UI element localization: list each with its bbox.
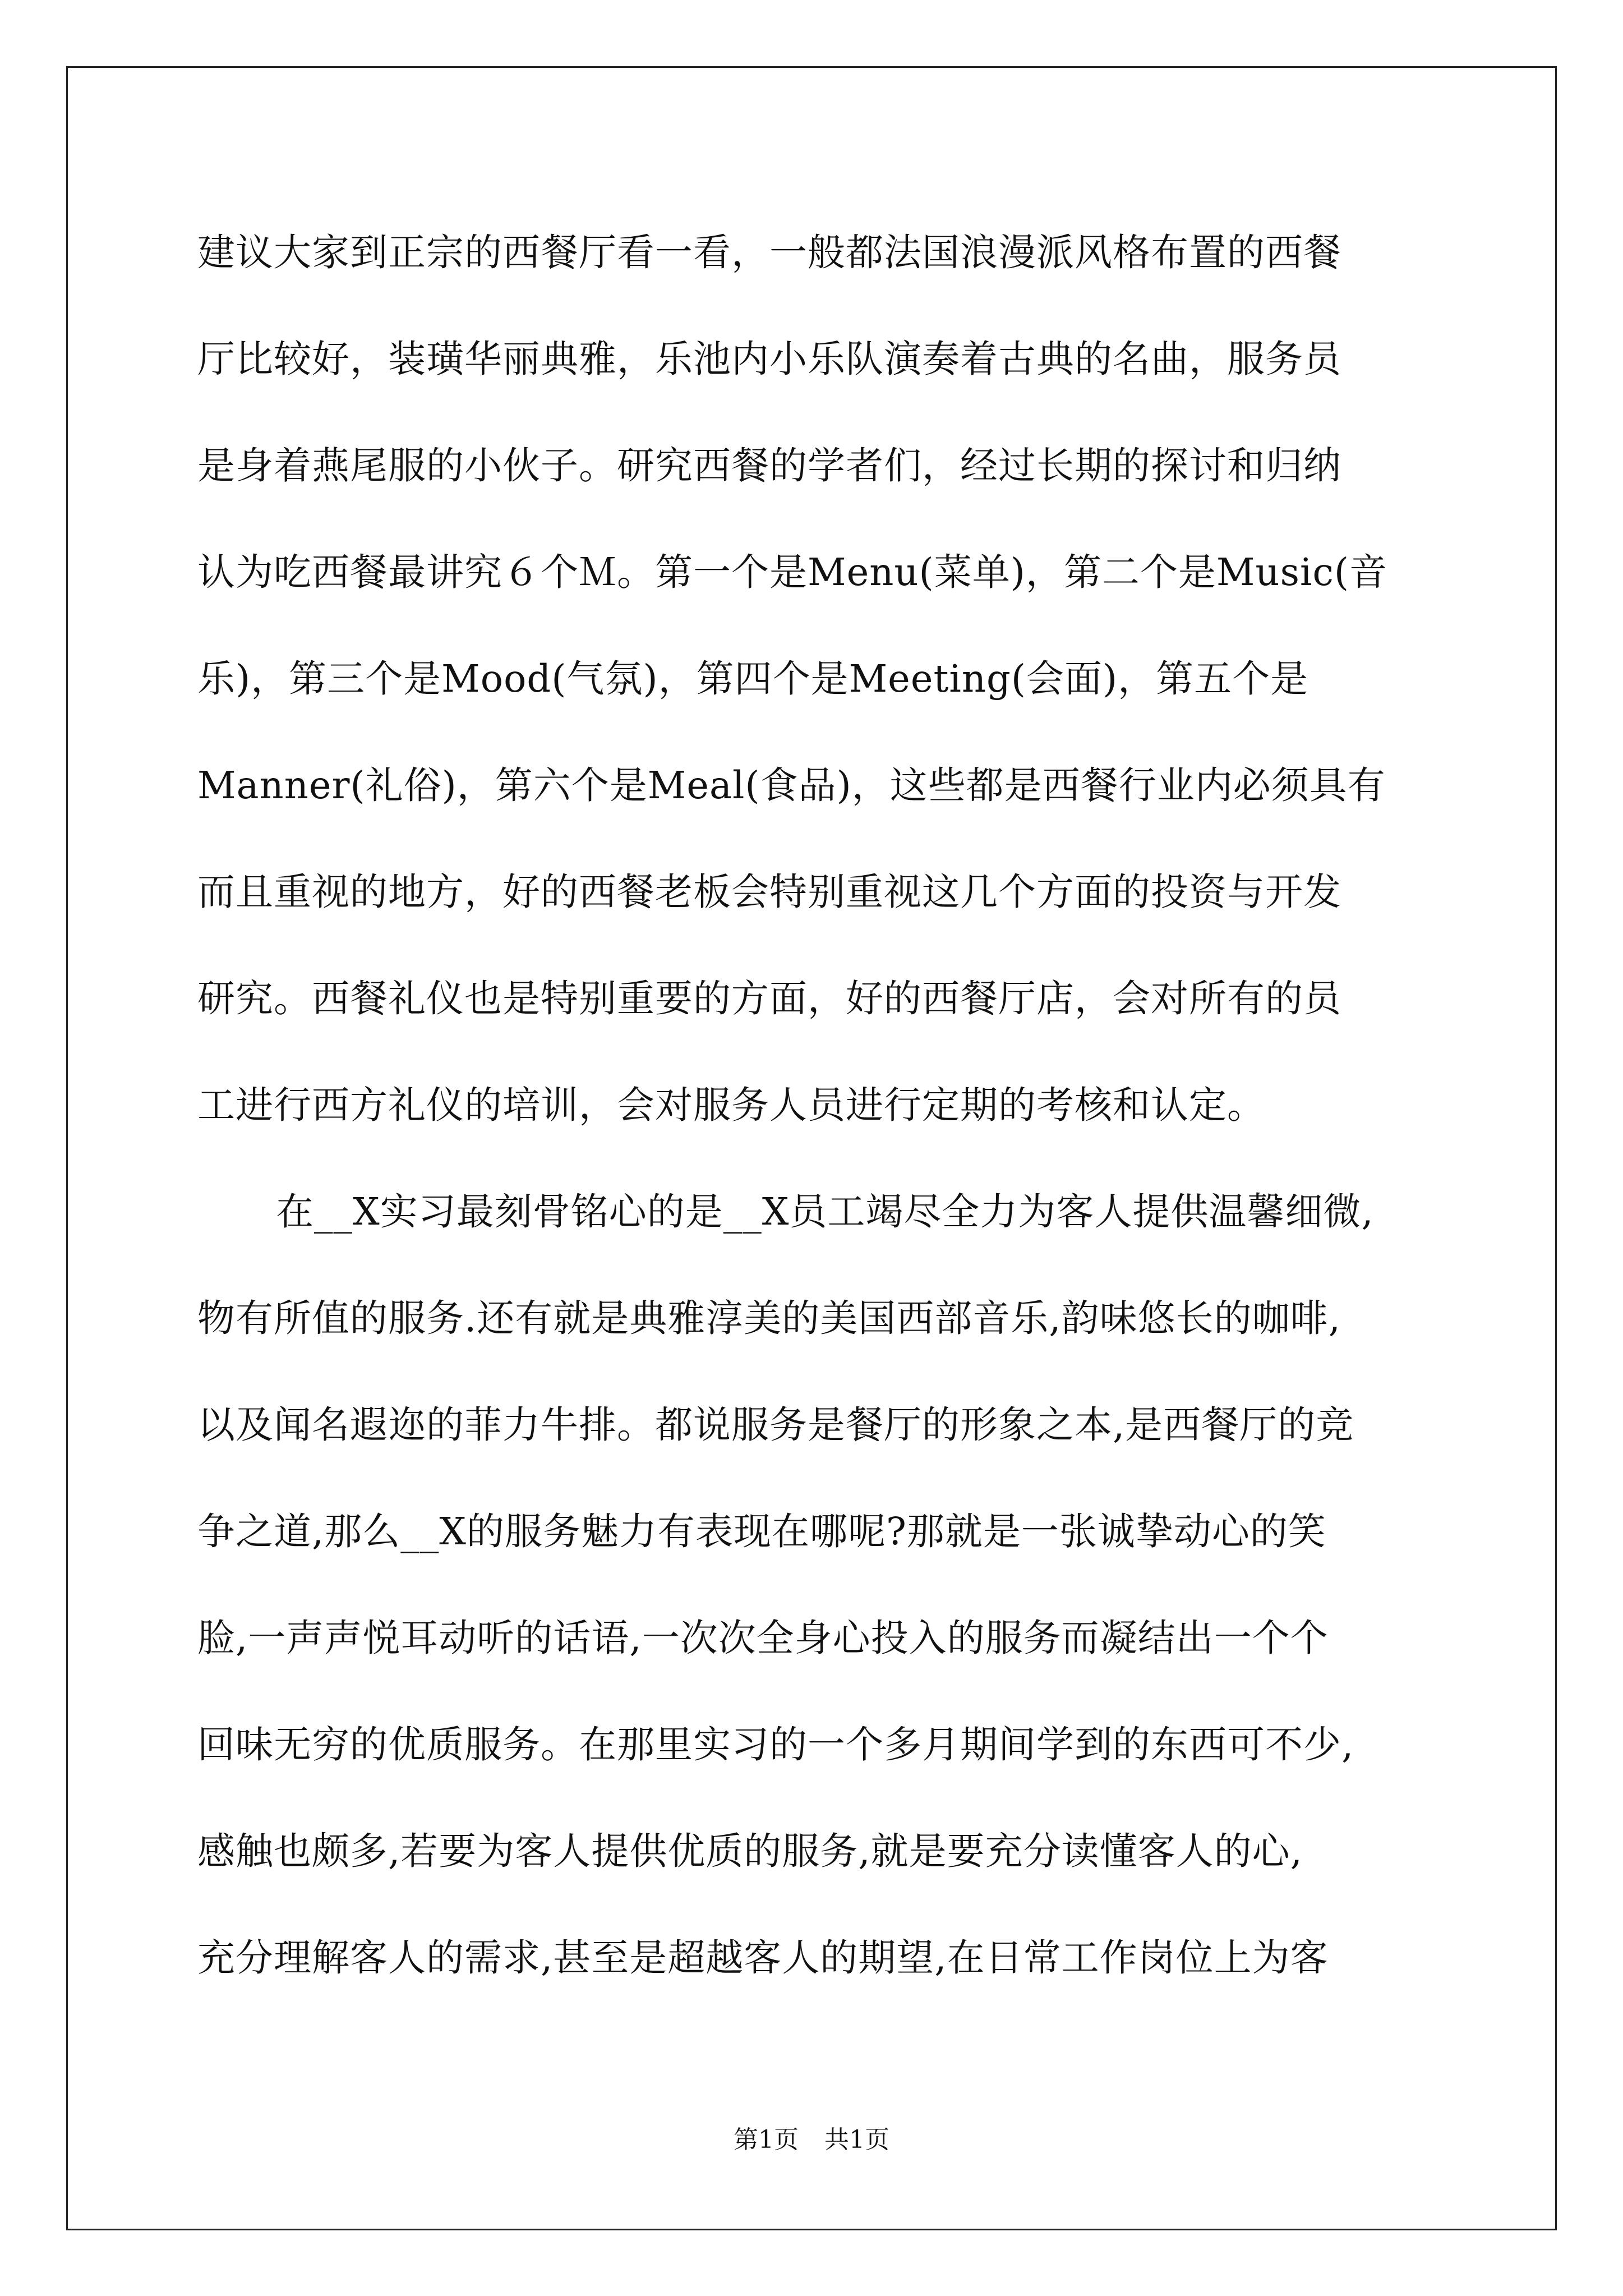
text-line: 乐)，第三个是Mood(气氛)，第四个是Meeting(会面)，第五个是 [197, 657, 1309, 701]
document-body [197, 208, 1431, 2019]
text-line: 充分理解客人的需求,甚至是超越客人的期望,在日常工作岗位上为客 [197, 1936, 1329, 1980]
text-line: 脸,一声声悦耳动听的话语,一次次全身心投入的服务而凝结出一个个 [197, 1616, 1329, 1660]
text-line-first: 在__X实习最刻骨铭心的是__X员工竭尽全力为客人提供温馨细微, [276, 1190, 1374, 1234]
text-line: 认为吃西餐最讲究６个Ｍ。第一个是Menu(菜单)，第二个是Music(音 [197, 550, 1388, 594]
text-line: 工进行西方礼仪的培训，会对服务人员进行定期的考核和认定。 [197, 1083, 1265, 1127]
text-line: 研究。西餐礼仪也是特别重要的方面，好的西餐厅店，会对所有的员 [197, 977, 1341, 1020]
text-line: 而且重视的地方，好的西餐老板会特别重视这几个方面的投资与开发 [197, 870, 1341, 914]
page-footer [0, 2123, 1623, 2157]
text-line: 厅比较好，装璜华丽典雅，乐池内小乐队演奏着古典的名曲，服务员 [197, 337, 1341, 381]
page-total: 共1页 [824, 2125, 889, 2154]
text-line: 以及闻名遐迩的菲力牛排。都说服务是餐厅的形象之本,是西餐厅的竞 [197, 1403, 1354, 1447]
page-number: 第1页 [734, 2125, 799, 2154]
text-line: Manner(礼俗)，第六个是Meal(食品)，这些都是西餐行业内必须具有 [197, 763, 1386, 807]
text-line: 物有所值的服务.还有就是典雅淳美的美国西部音乐,韵味悠长的咖啡, [197, 1296, 1341, 1340]
text-line: 是身着燕尾服的小伙子。研究西餐的学者们，经过长期的探讨和归纳 [197, 444, 1341, 487]
paragraph-1 [197, 208, 1431, 1167]
text-line: 建议大家到正宗的西餐厅看一看，一般都法国浪漫派风格布置的西餐 [197, 231, 1341, 274]
text-line: 感触也颇多,若要为客人提供优质的服务,就是要充分读懂客人的心, [197, 1829, 1303, 1873]
text-line: 回味无穷的优质服务。在那里实习的一个多月期间学到的东西可不少, [197, 1723, 1354, 1766]
paragraph-2 [197, 1167, 1431, 2019]
text-line: 争之道,那么__X的服务魅力有表现在哪呢?那就是一张诚挚动心的笑 [197, 1510, 1326, 1553]
